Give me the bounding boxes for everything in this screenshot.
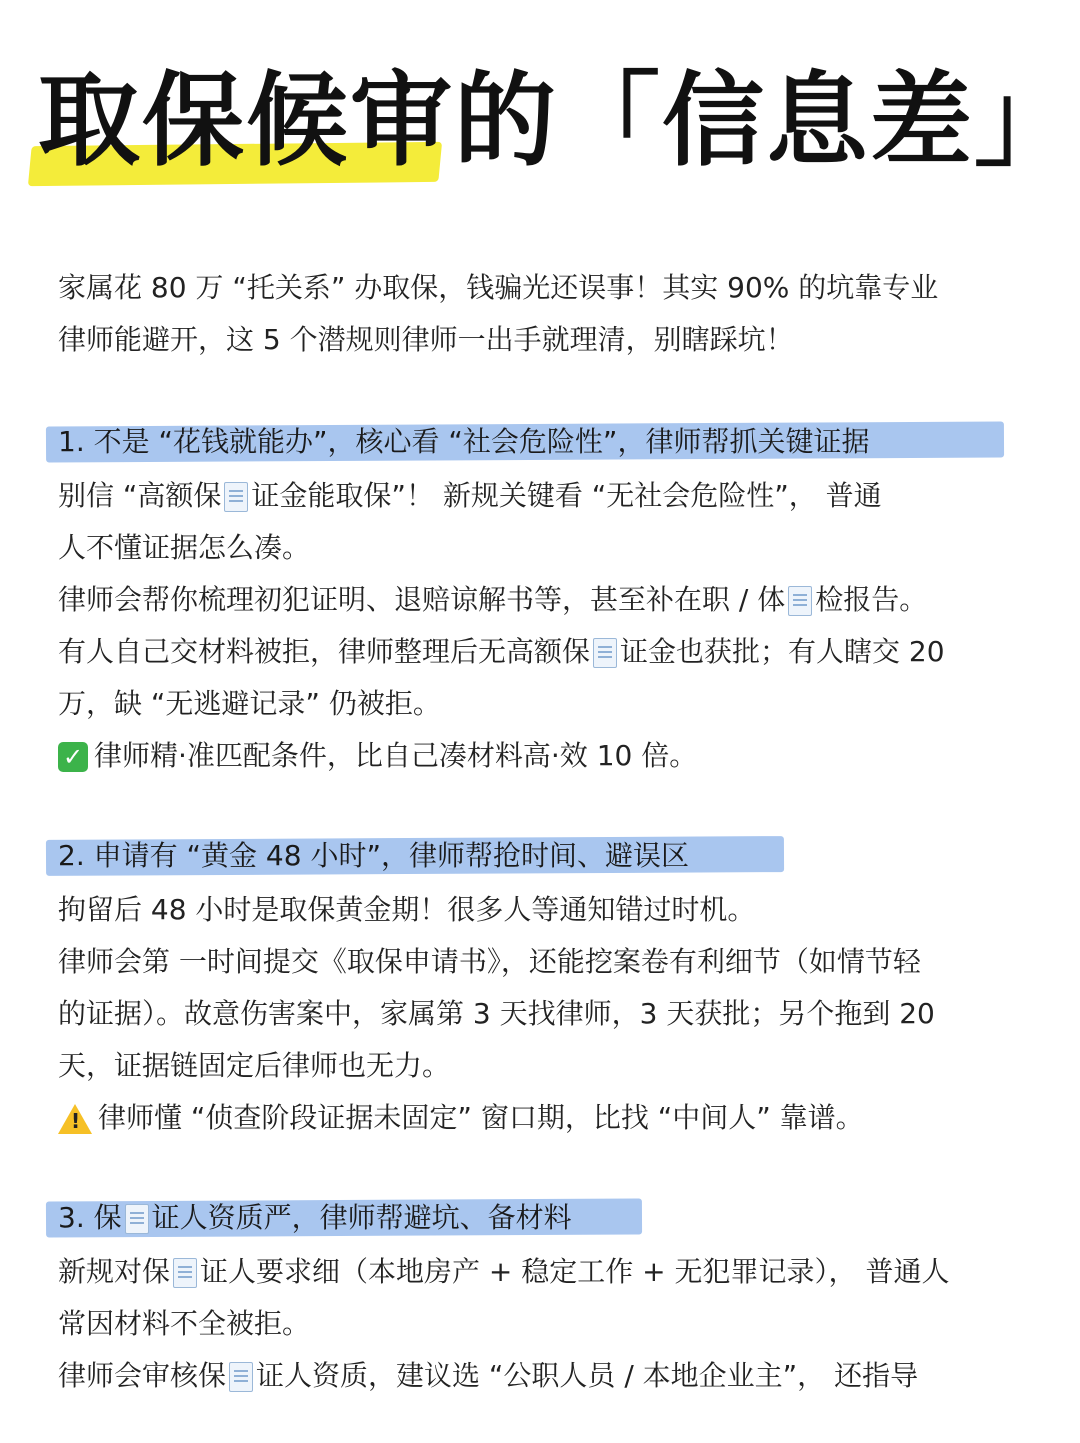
section-3-heading <box>46 1194 642 1242</box>
tip-line <box>58 1092 1033 1144</box>
body-line <box>58 1350 1033 1402</box>
section-1-heading <box>46 418 1004 466</box>
intro-line: 律师能避开，这 5 个潜规则律师一出手就理清，别瞎踩坑！ <box>58 323 794 356</box>
text-fragment: 有人自己交材料被拒，律师整理后无高额保 <box>58 635 591 668</box>
check-mark-icon: ✓ <box>58 742 88 772</box>
page-icon <box>788 586 812 616</box>
section-heading-text: 2. 申请有 “黄金 48 小时”，律师帮抢时间、避误区 <box>58 839 689 872</box>
text-fragment: 证人资质，建议选 “公职人员 / 本地企业主”， 还指导 <box>256 1359 919 1392</box>
body-line: 拘留后 48 小时是取保黄金期！很多人等通知错过时机。 <box>58 893 756 926</box>
text-fragment: 3. 保 <box>58 1201 122 1234</box>
body-line: 人不懂证据怎么凑。 <box>58 531 311 564</box>
tip-text: 律师懂 “侦查阶段证据未固定” 窗口期，比找 “中间人” 靠谱。 <box>98 1101 864 1134</box>
body-line: 律师会第 一时间提交《取保申请书》，还能挖案卷有利细节（如情节轻 <box>58 945 921 978</box>
body-line: 的证据）。故意伤害案中，家属第 3 天找律师，3 天获批；另个拖到 20 <box>58 997 935 1030</box>
body-line <box>58 574 1033 626</box>
page-icon <box>224 482 248 512</box>
title-block <box>30 62 1078 202</box>
page-icon <box>229 1362 253 1392</box>
section-2-heading <box>46 832 784 880</box>
page-icon <box>173 1258 197 1288</box>
text-fragment: 律师会审核保 <box>58 1359 227 1392</box>
page-title: 取保候审的「信息差」 <box>38 62 1078 181</box>
body-line: 万，缺 “无逃避记录” 仍被拒。 <box>58 687 441 720</box>
section-3-body <box>58 1246 1033 1402</box>
intro-line: 家属花 80 万 “托关系” 办取保，钱骗光还误事！其实 90% 的坑靠专业 <box>58 271 939 304</box>
section-heading-text: 1. 不是 “花钱就能办”，核心看 “社会危险性”，律师帮抓关键证据 <box>58 425 870 458</box>
tip-line <box>58 730 1033 782</box>
body-line: 天，证据链固定后律师也无力。 <box>58 1049 451 1082</box>
page-icon <box>125 1204 149 1234</box>
body-line: 常因材料不全被拒。 <box>58 1307 311 1340</box>
section-2-body <box>58 884 1033 1144</box>
page-icon <box>593 638 617 668</box>
text-fragment: 律师会帮你梳理初犯证明、退赔谅解书等，甚至补在职 / 体 <box>58 583 786 616</box>
body-line <box>58 1246 1033 1298</box>
text-fragment: 证金也获批；有人瞎交 20 <box>620 635 945 668</box>
section-1-body <box>58 470 1033 782</box>
body-line <box>58 470 1033 522</box>
text-fragment: 新规对保 <box>58 1255 171 1288</box>
tip-text: 律师精·准匹配条件，比自己凑材料高·效 10 倍。 <box>94 739 698 772</box>
text-fragment: 证人资质严，律师帮避坑、备材料 <box>151 1201 572 1234</box>
text-fragment: 检报告。 <box>815 583 928 616</box>
intro-paragraph <box>58 262 1033 366</box>
warning-icon <box>58 1104 92 1134</box>
text-fragment: 别信 “高额保 <box>58 479 222 512</box>
text-fragment: 证金能取保”！ 新规关键看 “无社会危险性”， 普通 <box>251 479 882 512</box>
body-line <box>58 626 1033 678</box>
section-heading-text <box>58 1194 572 1242</box>
text-fragment: 证人要求细（本地房产 + 稳定工作 + 无犯罪记录）， 普通人 <box>200 1255 950 1288</box>
